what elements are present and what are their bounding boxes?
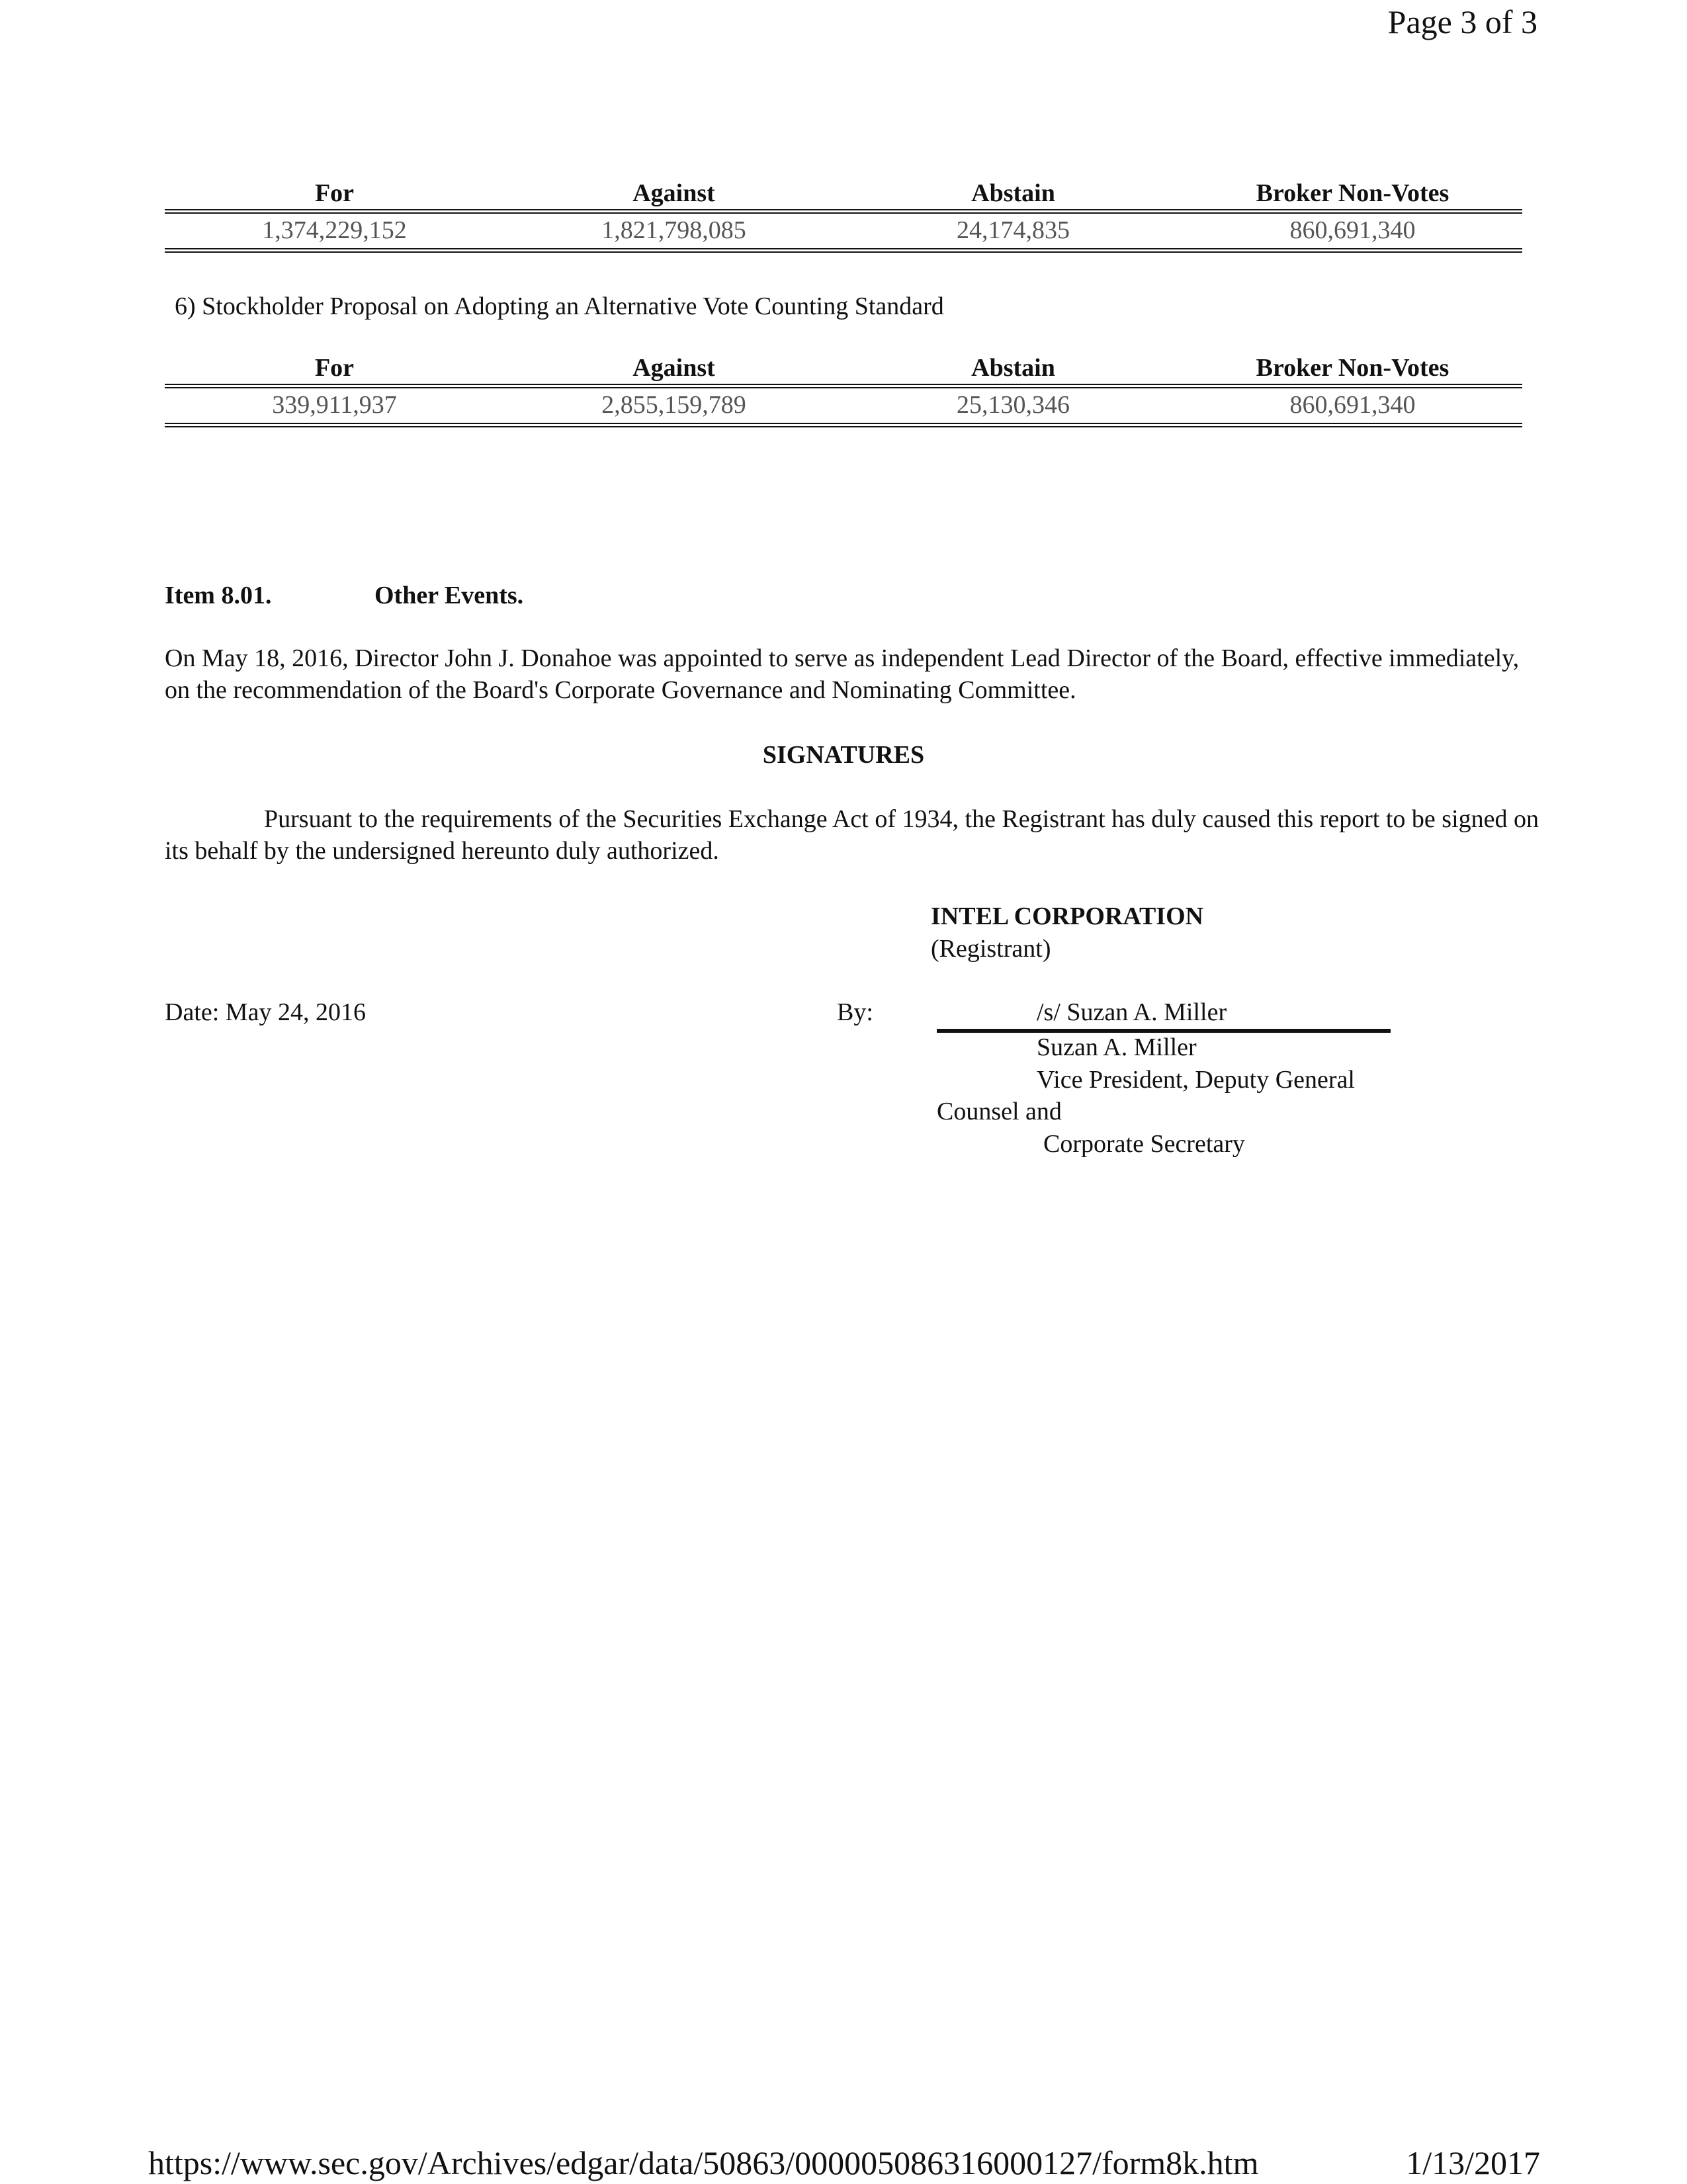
company-name: INTEL CORPORATION (931, 902, 1204, 930)
table-row (165, 386, 1522, 425)
vote-results-table (165, 173, 1522, 253)
signer-name: Suzan A. Miller (1037, 1033, 1197, 1061)
value-abstain: 25,130,346 (844, 386, 1183, 425)
column-header-for: For (165, 348, 504, 386)
table-header-row (165, 348, 1522, 386)
signature-text: /s/ Suzan A. Miller (1037, 998, 1227, 1026)
signatures-heading: SIGNATURES (762, 741, 925, 769)
value-against: 2,855,159,789 (504, 386, 844, 425)
column-header-against: Against (504, 348, 844, 386)
value-broker-non-votes: 860,691,340 (1183, 212, 1522, 251)
value-broker-non-votes: 860,691,340 (1183, 386, 1522, 425)
signatures-paragraph: Pursuant to the requirements of the Securities Exchange Act of 1934, the Registrant has duly caused this report to be signed on its behalf by the undersigned hereunto duly authorized. (165, 805, 1539, 865)
value-for: 1,374,229,152 (165, 212, 504, 251)
value-for: 339,911,937 (165, 386, 504, 425)
page-number: Page 3 of 3 (1387, 3, 1537, 40)
column-header-for: For (165, 173, 504, 212)
other-events-paragraph: On May 18, 2016, Director John J. Donahoe was appointed to serve as independent Lead Director of the Board, effective immediately, on the recommendation of the Board's Corporate Governance and Nominating Committee. (165, 644, 1520, 704)
signer-title-line: Corporate Secretary (1043, 1130, 1245, 1158)
table-header-row (165, 173, 1522, 212)
vote-results-table (165, 348, 1522, 427)
value-against: 1,821,798,085 (504, 212, 844, 251)
signer-title-line: Counsel and (937, 1098, 1062, 1125)
column-header-abstain: Abstain (844, 348, 1183, 386)
column-header-against: Against (504, 173, 844, 212)
footer-date: 1/13/2017 (1406, 2144, 1540, 2181)
column-header-broker-non-votes: Broker Non-Votes (1183, 173, 1522, 212)
value-abstain: 24,174,835 (844, 212, 1183, 251)
item-title: Other Events. (374, 582, 524, 609)
footer-url: https://www.sec.gov/Archives/edgar/data/50863/000005086316000127/form8k.htm (148, 2144, 1259, 2181)
signer-title-line: Vice President, Deputy General (1037, 1066, 1355, 1094)
registrant-label: (Registrant) (931, 935, 1051, 963)
table-row (165, 212, 1522, 251)
column-header-abstain: Abstain (844, 173, 1183, 212)
signature-date: Date: May 24, 2016 (165, 998, 366, 1026)
by-label: By: (837, 998, 873, 1026)
column-header-broker-non-votes: Broker Non-Votes (1183, 348, 1522, 386)
item-number: Item 8.01. (165, 582, 272, 609)
proposal-title: 6) Stockholder Proposal on Adopting an Alternative Vote Counting Standard (175, 292, 944, 320)
